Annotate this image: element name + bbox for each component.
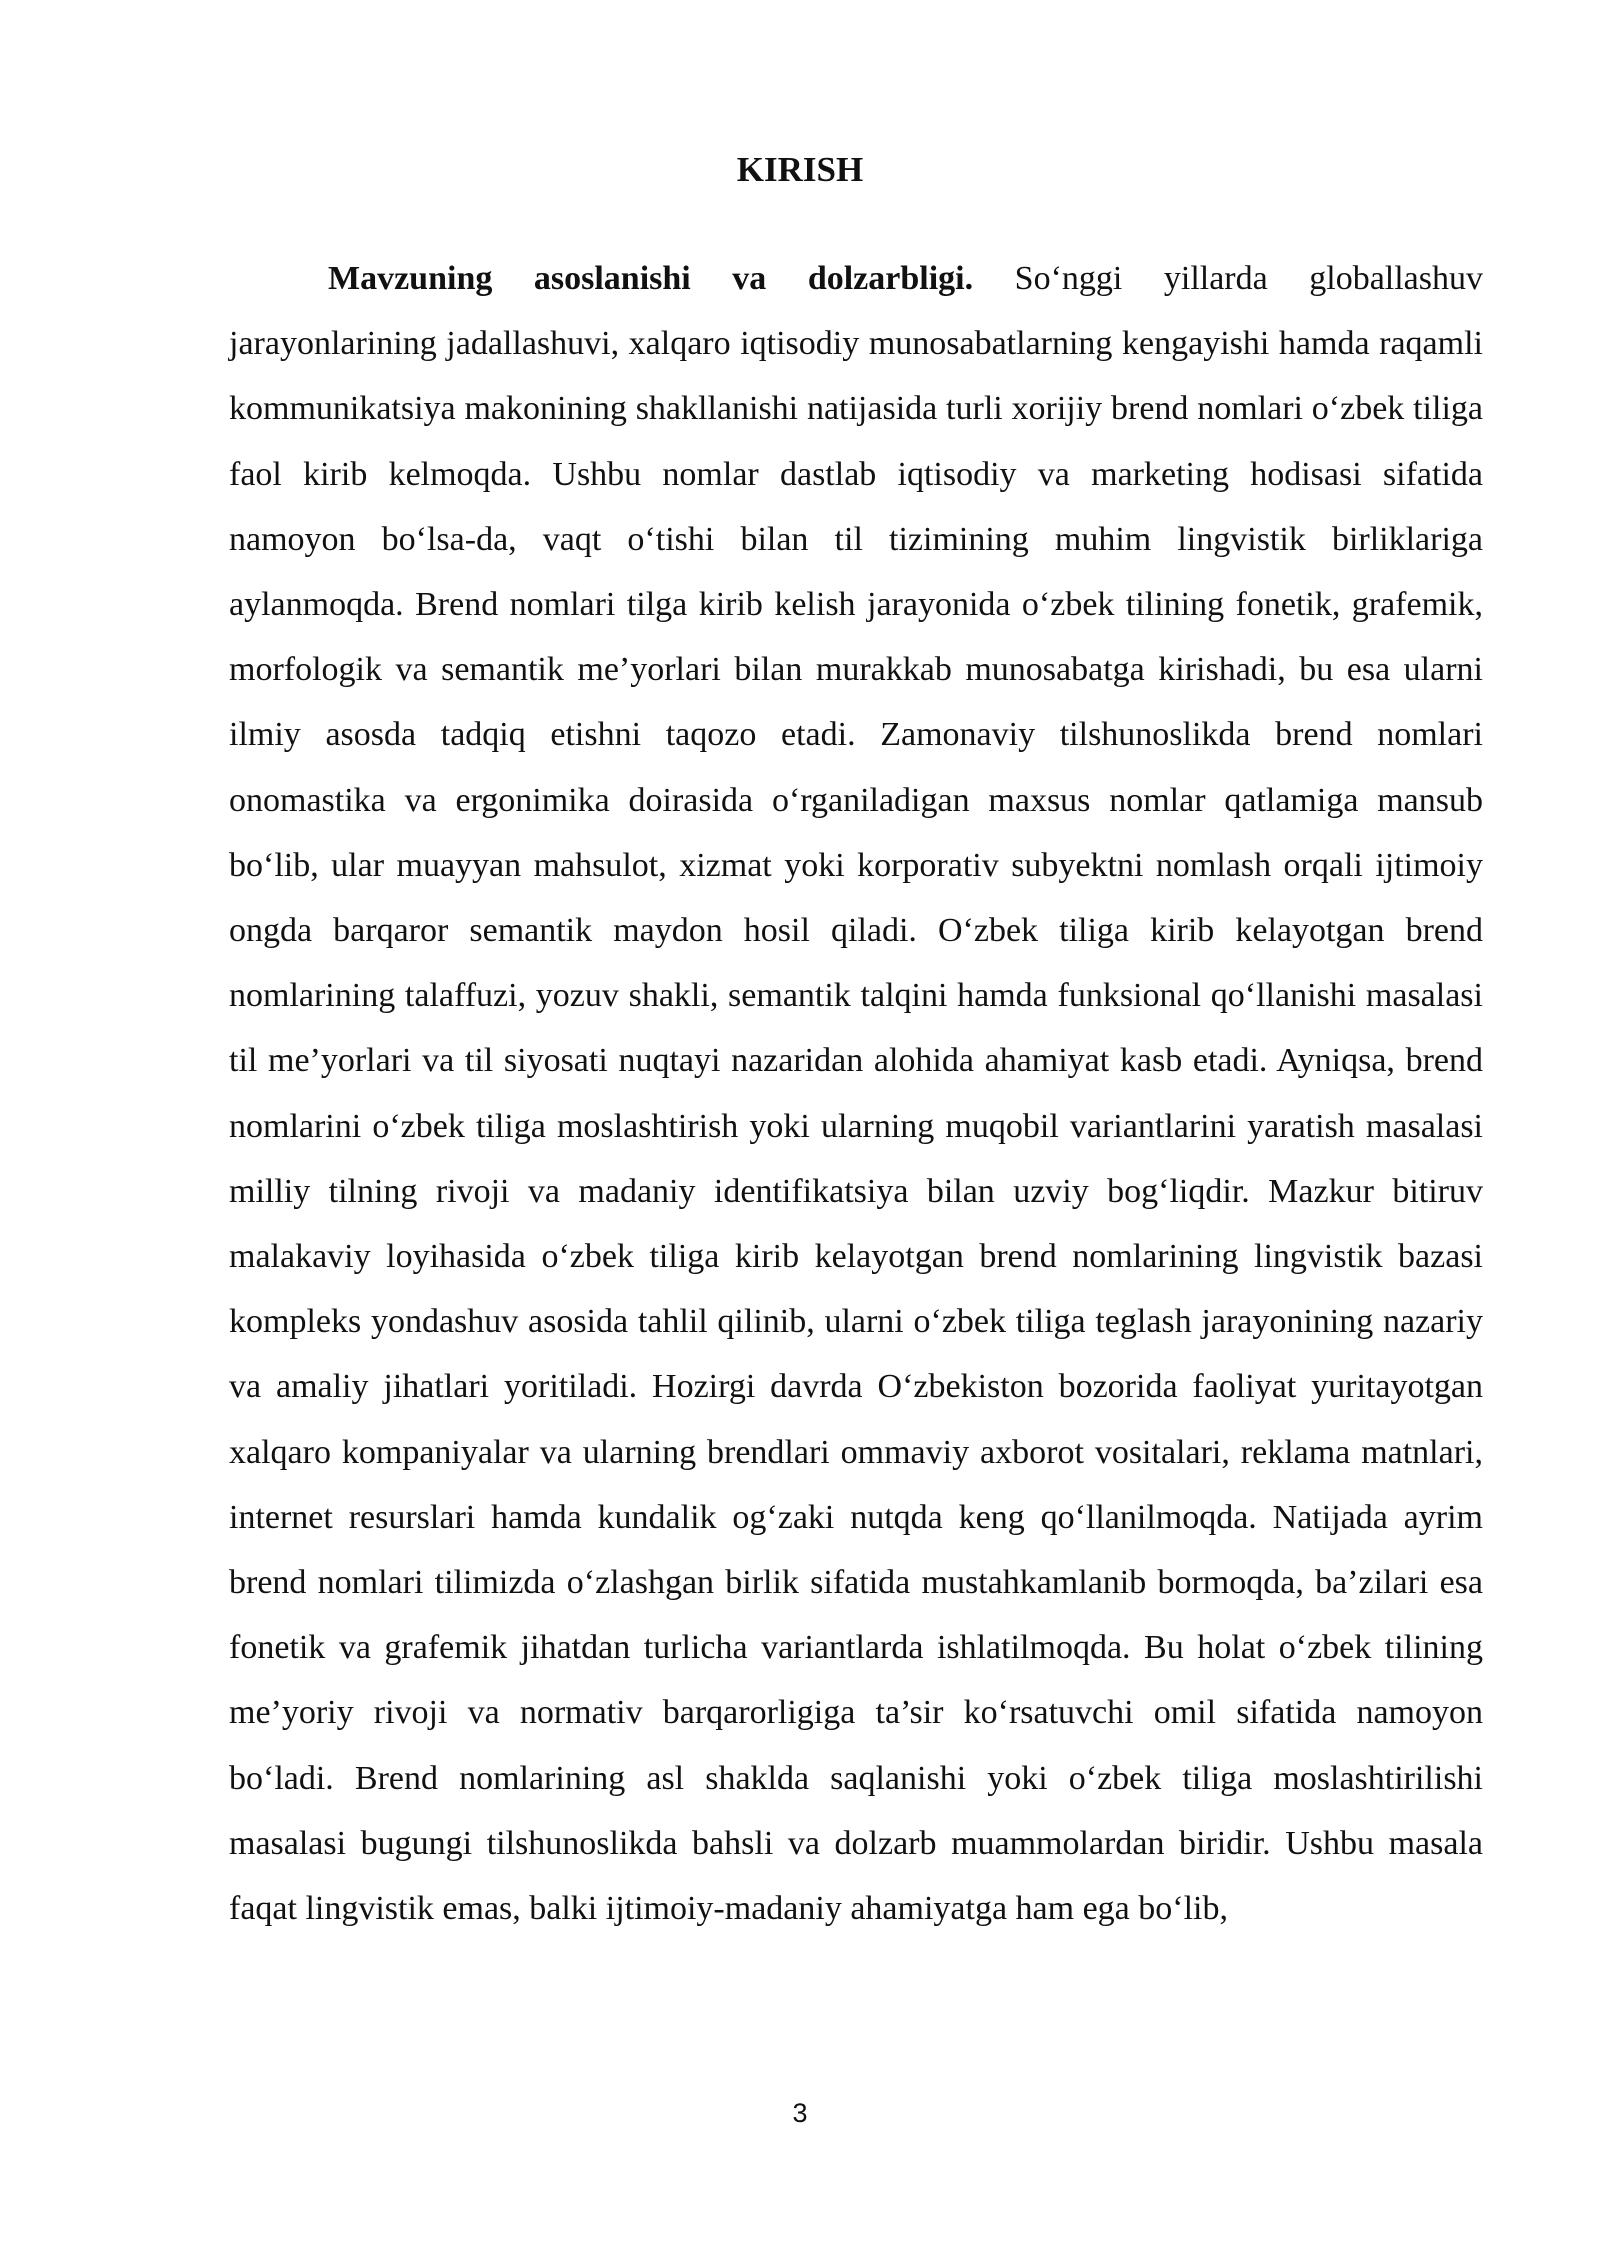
paragraph-lead: Mavzuning asoslanishi va dolzarbligi.	[328, 260, 974, 297]
page-number: 3	[792, 2098, 808, 2128]
paragraph-text: So‘nggi yillarda globallashuv jarayonlarining jadallashuvi, xalqaro iqtisodiy munosabatlarning kengayishi hamda raqamli kommunikatsiya makonining shakllanishi natijasida turli xorijiy brend nomlari o‘zbek tiliga faol kirib kelmoqda. Ushbu nomlar dastlab iqtisodiy va marketing hodisasi sifatida namoyon bo‘lsa-da, vaqt o‘tishi bilan til tizimining muhim lingvistik birliklariga aylanmoqda. Brend nomlari tilga kirib kelish jarayonida o‘zbek tilining fonetik, grafemik, morfologik va semantik me’yorlari bilan murakkab munosabatga kirishadi, bu esa ularni ilmiy asosda tadqiq etishni taqozo etadi. Zamonaviy tilshunoslikda brend nomlari onomastika va ergonimika doirasida o‘rganiladigan maxsus nomlar qatlamiga mansub bo‘lib, ular muayyan mahsulot, xizmat yoki korporativ subyektni nomlash orqali ijtimoiy ongda barqaror semantik maydon hosil qiladi. O‘zbek tiliga kirib kelayotgan brend nomlarining talaffuzi, yozuv shakli, semantik talqini hamda funksional qo‘llanishi masalasi til me’yorlari va til siyosati nuqtayi nazaridan alohida ahamiyat kasb etadi. Ayniqsa, brend nomlarini o‘zbek tiliga moslashtirish yoki ularning muqobil variantlarini yaratish masalasi milliy tilning rivoji va madaniy identifikatsiya bilan uzviy bog‘liqdir. Mazkur bitiruv malakaviy loyihasida o‘zbek tiliga kirib kelayotgan brend nomlarining lingvistik bazasi kompleks yondashuv asosida tahlil qilinib, ularni o‘zbek tiliga teglash jarayonining nazariy va amaliy jihatlari yoritiladi. Hozirgi davrda O‘zbekiston bozorida faoliyat yuritayotgan xalqaro kompaniyalar va ularning brendlari ommaviy axborot vositalari, reklama matnlari, internet resurslari hamda kundalik og‘zaki nutqda keng qo‘llanilmoqda. Natijada ayrim brend nomlari tilimizda o‘zlashgan birlik sifatida mustahkamlanib bormoqda, ba’zilari esa fonetik va grafemik jihatdan turlicha variantlarda ishlatilmoqda. Bu holat o‘zbek tilining me’yoriy rivoji va normativ barqarorligiga ta’sir ko‘rsatuvchi omil sifatida namoyon bo‘ladi. Brend nomlarining asl shaklda saqlanishi yoki o‘zbek tiliga moslashtirilishi masalasi bugungi tilshunoslikda bahsli va dolzarb muammolardan biridir. Ushbu masala faqat lingvistik emas, balki ijtimoiy-madaniy ahamiyatga ham ega bo‘lib,	[229, 260, 1484, 1928]
body-paragraph	[229, 246, 1483, 1941]
section-title: KIRISH	[736, 150, 864, 189]
